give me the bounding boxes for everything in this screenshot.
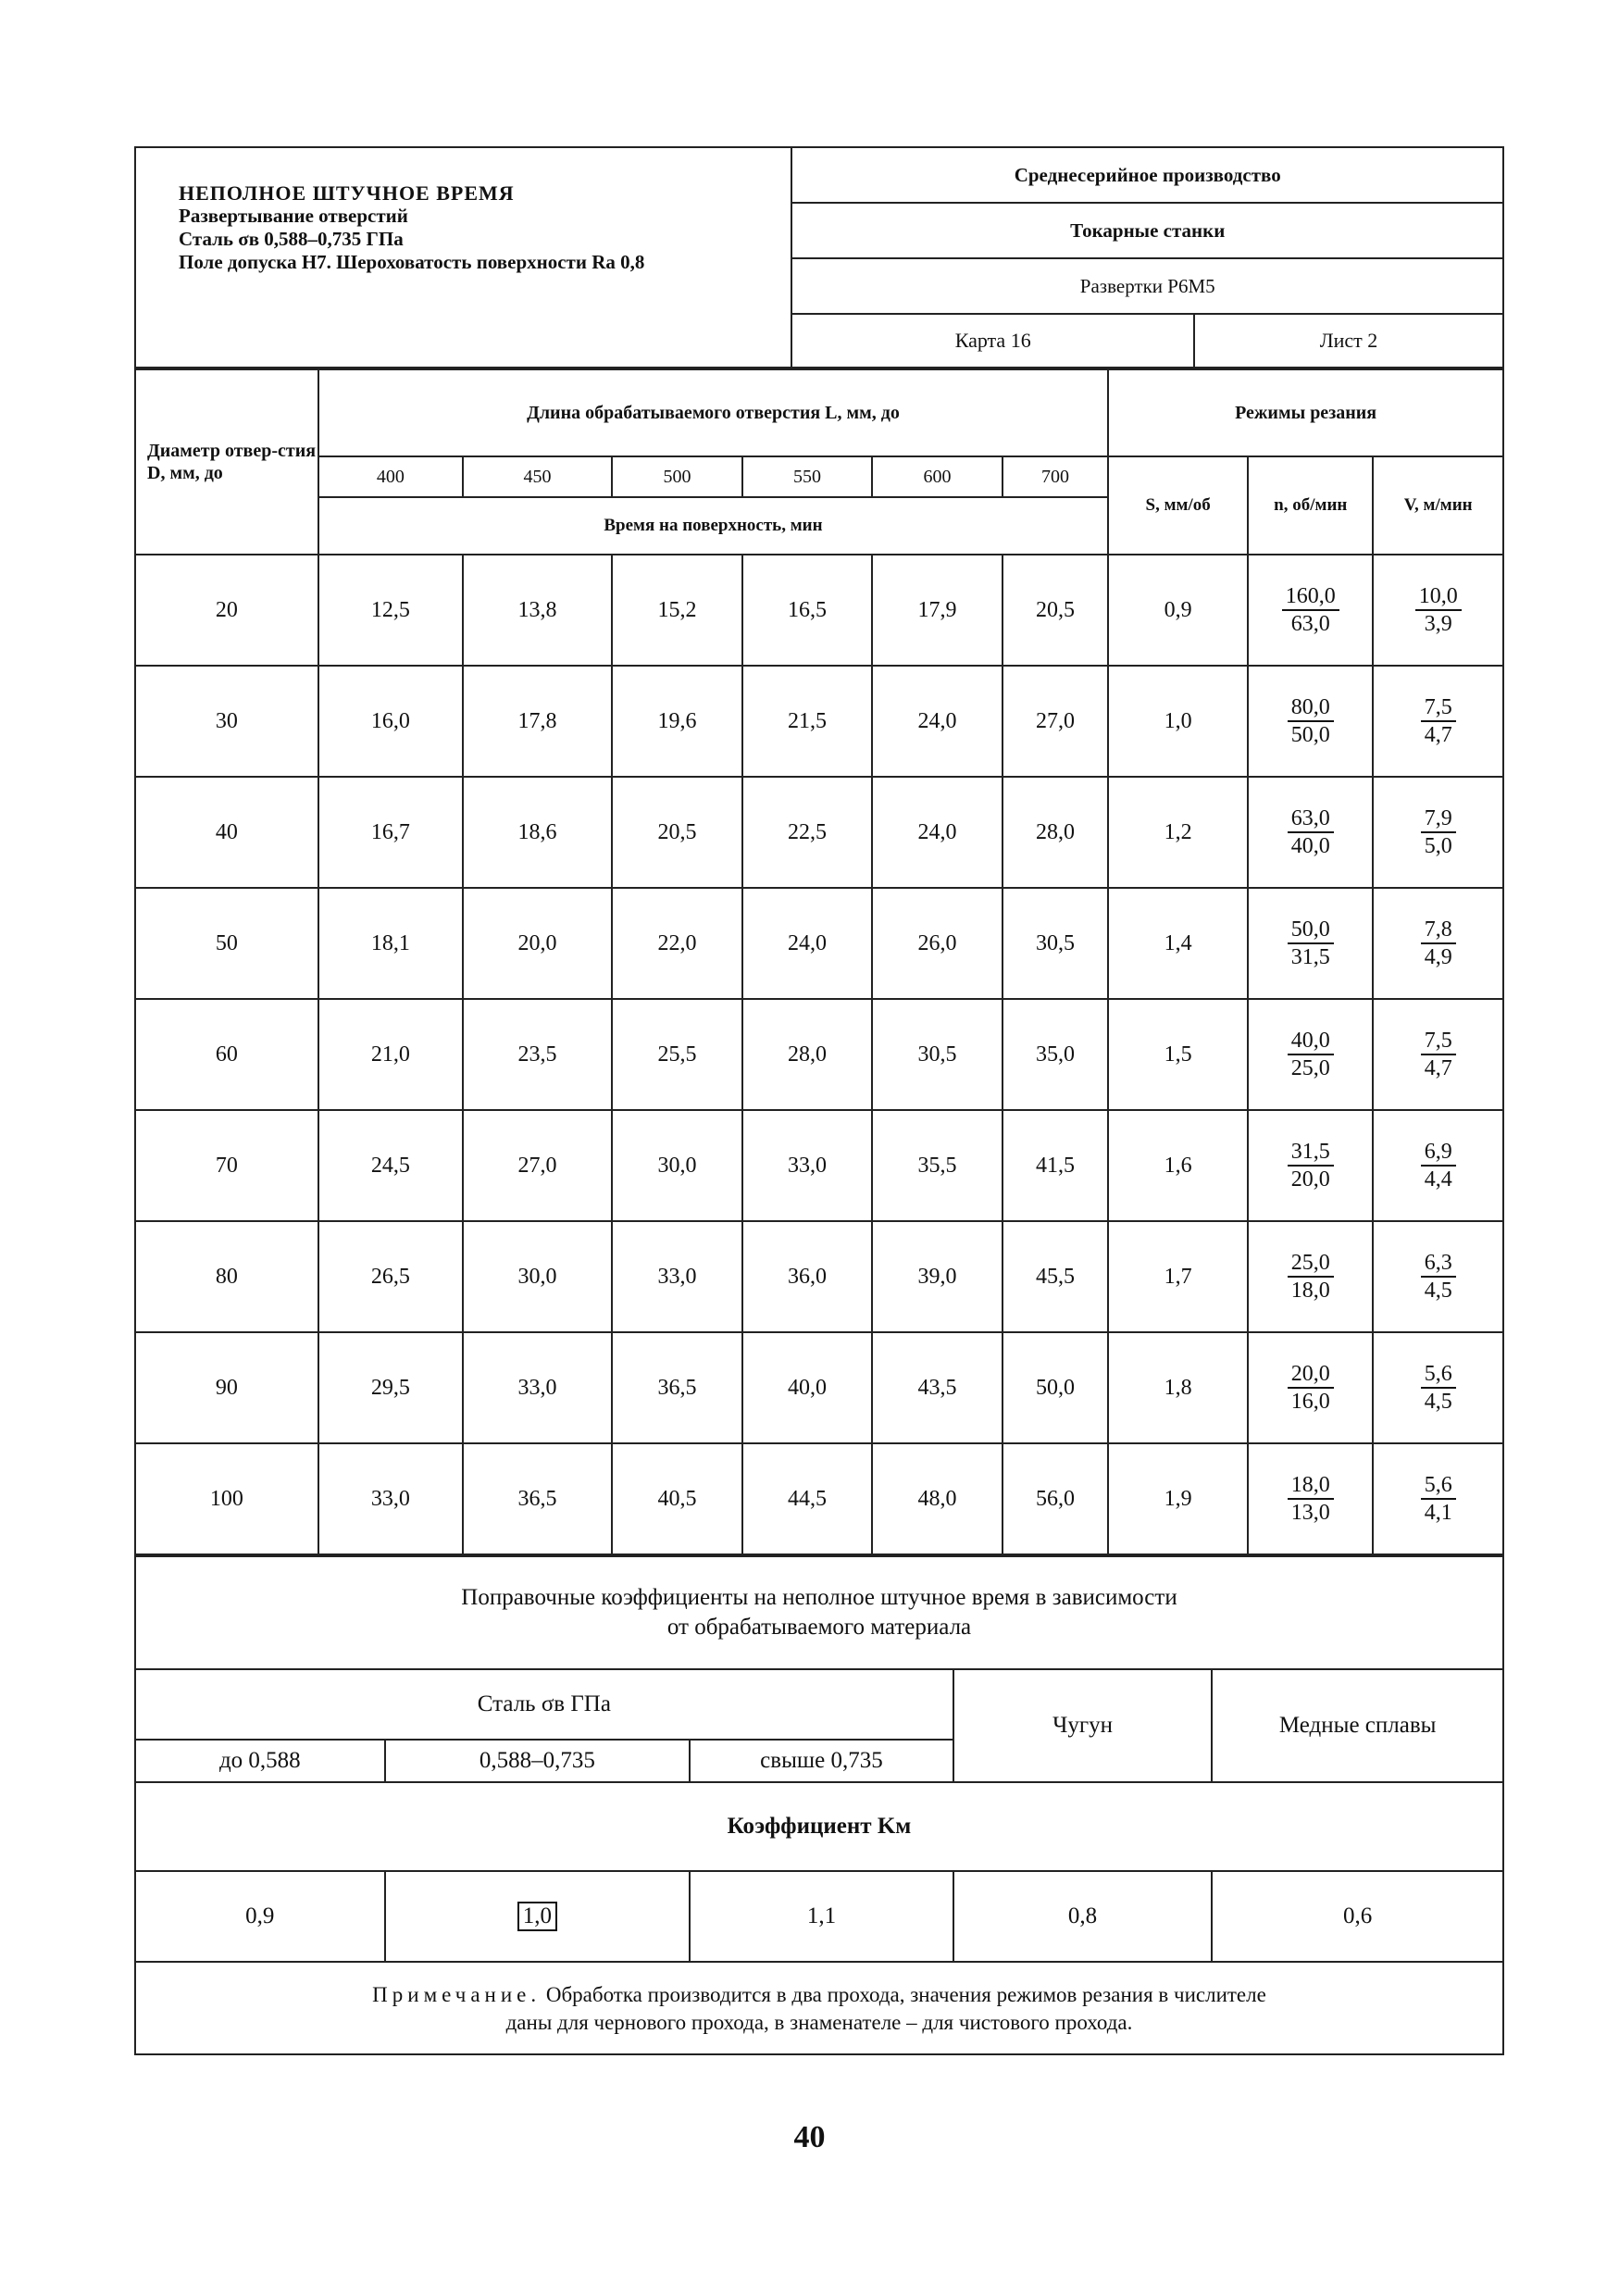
fraction-numerator: 63,0: [1288, 805, 1334, 833]
speed-cell: [1373, 555, 1503, 666]
note-line1: [149, 1981, 1489, 2009]
steel-range: свыше 0,735: [690, 1740, 953, 1782]
time-cell: 12,5: [318, 555, 463, 666]
time-cell: 27,0: [1003, 666, 1108, 777]
length-header: Длина обрабатываемого отверстия L, мм, до: [318, 369, 1108, 456]
fraction-denominator: 4,1: [1424, 1501, 1452, 1525]
feed-header: S, мм/об: [1108, 456, 1248, 555]
time-cell: 36,5: [612, 1332, 742, 1443]
fraction-numerator: 50,0: [1288, 917, 1334, 944]
fraction: [1421, 1139, 1456, 1192]
diameter-cell: 30: [135, 666, 318, 777]
feed-cell: 1,8: [1108, 1332, 1248, 1443]
length-col-header: 400: [318, 456, 463, 497]
diameter-cell: 40: [135, 777, 318, 888]
fraction-numerator: 7,8: [1421, 917, 1456, 944]
time-cell: 24,0: [872, 666, 1003, 777]
fraction-denominator: 4,5: [1424, 1279, 1452, 1303]
steel-range: 0,588–0,735: [385, 1740, 691, 1782]
fraction-numerator: 5,6: [1421, 1361, 1456, 1389]
time-cell: 50,0: [1003, 1332, 1108, 1443]
length-col-header: 700: [1003, 456, 1108, 497]
fraction-numerator: 5,6: [1421, 1472, 1456, 1500]
fraction: [1288, 1472, 1334, 1526]
fraction-numerator: 7,5: [1421, 1028, 1456, 1055]
diameter-cell: 80: [135, 1221, 318, 1332]
time-cell: 36,5: [463, 1443, 612, 1554]
speed-cell: [1373, 666, 1503, 777]
fraction: [1288, 694, 1334, 748]
fraction-denominator: 4,7: [1424, 1056, 1452, 1080]
sheet-number: Лист 2: [1194, 314, 1503, 368]
time-cell: 44,5: [742, 1443, 873, 1554]
rpm-cell: [1248, 999, 1373, 1110]
time-cell: 20,5: [612, 777, 742, 888]
fraction-numerator: 25,0: [1288, 1250, 1334, 1278]
feed-cell: 1,9: [1108, 1443, 1248, 1554]
modes-header: Режимы резания: [1108, 369, 1503, 456]
fraction-denominator: 63,0: [1290, 612, 1330, 636]
time-cell: 36,0: [742, 1221, 873, 1332]
table-row: [135, 888, 1503, 999]
machine-type: Токарные станки: [791, 203, 1503, 258]
fraction-denominator: 50,0: [1290, 723, 1330, 747]
table-row: [135, 1221, 1503, 1332]
table-row: [135, 1110, 1503, 1221]
diameter-header: Диаметр отвер-стия D, мм, до: [135, 369, 318, 555]
length-col-header: 600: [872, 456, 1003, 497]
time-header: Время на поверхность, мин: [318, 497, 1108, 555]
table-row: [135, 1443, 1503, 1554]
note-label: Примечание.: [372, 1983, 542, 2006]
time-cell: 17,9: [872, 555, 1003, 666]
time-cell: 15,2: [612, 555, 742, 666]
time-cell: 16,7: [318, 777, 463, 888]
time-cell: 33,0: [612, 1221, 742, 1332]
speed-cell: [1373, 1110, 1503, 1221]
table-row: [135, 555, 1503, 666]
time-cell: 33,0: [318, 1443, 463, 1554]
coefficient-table: [134, 1555, 1504, 1963]
fraction: [1415, 583, 1462, 637]
time-cell: 20,0: [463, 888, 612, 999]
time-cell: 56,0: [1003, 1443, 1108, 1554]
note-text-line1: Обработка производится в два прохода, значения режимов резания в числителе: [545, 1983, 1266, 2006]
coefficient-title-line1: Поправочные коэффициенты на неполное штучное время в зависимости: [461, 1585, 1177, 1610]
feed-cell: 1,5: [1108, 999, 1248, 1110]
fraction-denominator: 13,0: [1290, 1501, 1330, 1525]
document-sheet: [134, 146, 1504, 2055]
feed-cell: 1,0: [1108, 666, 1248, 777]
diameter-cell: 70: [135, 1110, 318, 1221]
diameter-cell: 50: [135, 888, 318, 999]
time-cell: 45,5: [1003, 1221, 1108, 1332]
diameter-cell: 90: [135, 1332, 318, 1443]
km-value: 0,8: [953, 1871, 1213, 1962]
fraction-denominator: 4,7: [1424, 723, 1452, 747]
feed-cell: 1,7: [1108, 1221, 1248, 1332]
fraction: [1421, 805, 1456, 859]
fraction-numerator: 80,0: [1288, 694, 1334, 722]
speed-cell: [1373, 1221, 1503, 1332]
feed-cell: 0,9: [1108, 555, 1248, 666]
fraction: [1288, 1028, 1334, 1081]
time-cell: 20,5: [1003, 555, 1108, 666]
time-cell: 16,5: [742, 555, 873, 666]
time-cell: 40,0: [742, 1332, 873, 1443]
fraction-numerator: 6,9: [1421, 1139, 1456, 1167]
time-cell: 33,0: [742, 1110, 873, 1221]
time-cell: 18,1: [318, 888, 463, 999]
feed-cell: 1,2: [1108, 777, 1248, 888]
tolerance-line: Поле допуска Н7. Шероховатость поверхности Ra 0,8: [179, 251, 645, 273]
time-cell: 26,0: [872, 888, 1003, 999]
km-value: 0,9: [135, 1871, 385, 1962]
cutting-speed-header: V, м/мин: [1373, 456, 1503, 555]
time-cell: 18,6: [463, 777, 612, 888]
cast-iron-header: Чугун: [953, 1669, 1213, 1782]
diameter-cell: 100: [135, 1443, 318, 1554]
time-cell: 41,5: [1003, 1110, 1108, 1221]
fraction-denominator: 18,0: [1290, 1279, 1330, 1303]
header-table: [134, 146, 1504, 368]
fraction-denominator: 25,0: [1290, 1056, 1330, 1080]
production-type: Среднесерийное производство: [791, 147, 1503, 203]
fraction: [1421, 1472, 1456, 1526]
length-col-header: 450: [463, 456, 612, 497]
fraction: [1421, 694, 1456, 748]
fraction-numerator: 31,5: [1288, 1139, 1334, 1167]
length-col-header: 500: [612, 456, 742, 497]
time-cell: 26,5: [318, 1221, 463, 1332]
fraction-denominator: 4,5: [1424, 1390, 1452, 1414]
fraction-denominator: 31,5: [1290, 945, 1330, 969]
fraction-numerator: 20,0: [1288, 1361, 1334, 1389]
time-cell: 43,5: [872, 1332, 1003, 1443]
fraction-denominator: 4,4: [1424, 1167, 1452, 1192]
time-cell: 24,5: [318, 1110, 463, 1221]
time-cell: 27,0: [463, 1110, 612, 1221]
fraction: [1288, 805, 1334, 859]
fraction-denominator: 20,0: [1290, 1167, 1330, 1192]
fraction-numerator: 18,0: [1288, 1472, 1334, 1500]
steel-range: до 0,588: [135, 1740, 385, 1782]
fraction-numerator: 7,5: [1421, 694, 1456, 722]
speed-cell: [1373, 777, 1503, 888]
speed-cell: [1373, 1443, 1503, 1554]
tool-type: Развертки Р6М5: [791, 258, 1503, 314]
km-value: 1,1: [690, 1871, 953, 1962]
time-cell: 35,5: [872, 1110, 1003, 1221]
km-value-boxed: 1,0: [517, 1902, 557, 1931]
fraction: [1421, 1250, 1456, 1304]
time-cell: 30,5: [872, 999, 1003, 1110]
coefficient-title-line2: от обрабатываемого материала: [666, 1615, 972, 1640]
rpm-cell: [1248, 777, 1373, 888]
speed-cell: [1373, 999, 1503, 1110]
time-cell: 23,5: [463, 999, 612, 1110]
time-cell: 22,5: [742, 777, 873, 888]
fraction: [1282, 583, 1339, 637]
title-block: [135, 147, 791, 368]
fraction: [1421, 1361, 1456, 1415]
time-cell: 30,5: [1003, 888, 1108, 999]
km-value: [385, 1871, 691, 1962]
time-cell: 30,0: [612, 1110, 742, 1221]
time-cell: 22,0: [612, 888, 742, 999]
note-block: [134, 1963, 1504, 2055]
fraction-numerator: 160,0: [1282, 583, 1339, 611]
rpm-cell: [1248, 888, 1373, 999]
time-cell: 35,0: [1003, 999, 1108, 1110]
time-cell: 30,0: [463, 1221, 612, 1332]
speed-cell: [1373, 1332, 1503, 1443]
table-body: [135, 555, 1503, 1554]
fraction-denominator: 4,9: [1424, 945, 1452, 969]
page-number: 40: [793, 2120, 826, 2154]
fraction-numerator: 40,0: [1288, 1028, 1334, 1055]
fraction-denominator: 40,0: [1290, 834, 1330, 858]
material-line: Сталь σв 0,588–0,735 ГПа: [179, 228, 404, 250]
rpm-cell: [1248, 1443, 1373, 1554]
coefficient-title: [135, 1556, 1503, 1669]
note-text-line2: даны для чернового прохода, в знаменателе – для чистового прохода.: [505, 2011, 1133, 2034]
time-cell: 24,0: [742, 888, 873, 999]
fraction: [1288, 1250, 1334, 1304]
table-row: [135, 999, 1503, 1110]
time-cell: 33,0: [463, 1332, 612, 1443]
fraction: [1421, 917, 1456, 970]
time-table: [134, 368, 1504, 1555]
time-cell: 25,5: [612, 999, 742, 1110]
fraction-denominator: 3,9: [1424, 612, 1452, 636]
speed-cell: [1373, 888, 1503, 999]
steel-header: Сталь σв ГПа: [135, 1669, 953, 1740]
rpm-cell: [1248, 1332, 1373, 1443]
fraction-numerator: 10,0: [1415, 583, 1462, 611]
diameter-cell: 20: [135, 555, 318, 666]
time-cell: 29,5: [318, 1332, 463, 1443]
fraction-denominator: 5,0: [1424, 834, 1452, 858]
time-cell: 21,0: [318, 999, 463, 1110]
time-cell: 40,5: [612, 1443, 742, 1554]
fraction: [1288, 917, 1334, 970]
time-cell: 28,0: [1003, 777, 1108, 888]
time-cell: 17,8: [463, 666, 612, 777]
length-col-header: 550: [742, 456, 873, 497]
time-cell: 48,0: [872, 1443, 1003, 1554]
time-cell: 39,0: [872, 1221, 1003, 1332]
rpm-cell: [1248, 555, 1373, 666]
rpm-cell: [1248, 1110, 1373, 1221]
time-cell: 21,5: [742, 666, 873, 777]
km-value: 0,6: [1212, 1871, 1503, 1962]
speed-rpm-header: n, об/мин: [1248, 456, 1373, 555]
time-cell: 16,0: [318, 666, 463, 777]
time-cell: 28,0: [742, 999, 873, 1110]
copper-header: Медные сплавы: [1212, 1669, 1503, 1782]
feed-cell: 1,6: [1108, 1110, 1248, 1221]
time-cell: 13,8: [463, 555, 612, 666]
table-row: [135, 666, 1503, 777]
fraction: [1421, 1028, 1456, 1081]
card-number: Карта 16: [791, 314, 1194, 368]
table-row: [135, 1332, 1503, 1443]
fraction-numerator: 7,9: [1421, 805, 1456, 833]
document-title: НЕПОЛНОЕ ШТУЧНОЕ ВРЕМЯ: [179, 181, 515, 205]
diameter-cell: 60: [135, 999, 318, 1110]
fraction-denominator: 16,0: [1290, 1390, 1330, 1414]
fraction-numerator: 6,3: [1421, 1250, 1456, 1278]
time-cell: 24,0: [872, 777, 1003, 888]
fraction: [1288, 1361, 1334, 1415]
rpm-cell: [1248, 666, 1373, 777]
feed-cell: 1,4: [1108, 888, 1248, 999]
rpm-cell: [1248, 1221, 1373, 1332]
operation-title: Развертывание отверстий: [179, 205, 408, 227]
km-label: Коэффициент Kм: [135, 1782, 1503, 1871]
time-cell: 19,6: [612, 666, 742, 777]
table-row: [135, 777, 1503, 888]
fraction: [1288, 1139, 1334, 1192]
